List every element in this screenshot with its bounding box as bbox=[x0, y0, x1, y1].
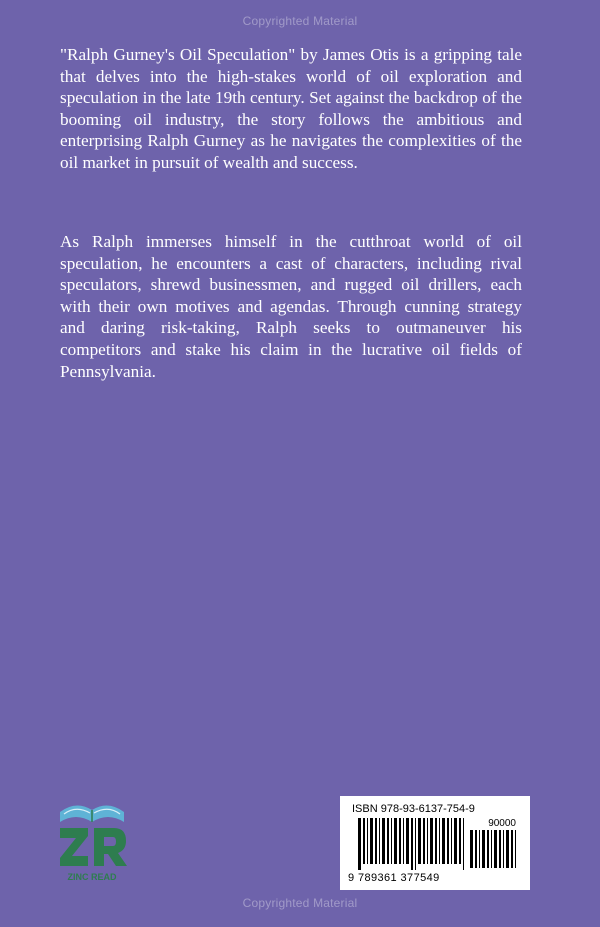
logo-publisher-name: ZINC READ bbox=[67, 872, 117, 882]
barcode-bar bbox=[415, 818, 416, 870]
copyright-watermark-top: Copyrighted Material bbox=[242, 14, 358, 28]
barcode-bar bbox=[358, 818, 361, 870]
barcode-bar bbox=[391, 818, 392, 864]
barcode-bar bbox=[367, 818, 368, 864]
barcode-bar bbox=[379, 818, 380, 864]
logo-letters bbox=[60, 828, 127, 866]
barcode-addon-bars bbox=[470, 830, 516, 874]
copyright-watermark-bottom: Copyrighted Material bbox=[242, 896, 358, 910]
barcode-bar bbox=[499, 830, 501, 868]
barcode-bar bbox=[427, 818, 428, 864]
barcode-bar bbox=[403, 818, 404, 864]
barcode-bar bbox=[479, 830, 480, 868]
barcode-digits: 9 789361 377549 bbox=[348, 872, 440, 884]
barcode-bar bbox=[511, 830, 513, 868]
barcode-bar bbox=[399, 818, 401, 864]
isbn-barcode bbox=[340, 796, 530, 890]
barcode-bar bbox=[454, 818, 457, 864]
barcode-bars bbox=[358, 818, 466, 870]
barcode-bar bbox=[475, 830, 477, 868]
open-book-icon bbox=[60, 805, 124, 822]
publisher-logo bbox=[54, 792, 130, 896]
barcode-bar bbox=[418, 818, 421, 864]
barcode-bar bbox=[463, 818, 464, 870]
barcode-bar bbox=[515, 830, 516, 868]
barcode-bar bbox=[470, 830, 473, 868]
barcode-bar bbox=[430, 818, 433, 864]
barcode-bar bbox=[435, 818, 437, 864]
barcode-bar bbox=[491, 830, 492, 868]
barcode-bar bbox=[411, 818, 413, 870]
barcode-bar bbox=[387, 818, 389, 864]
barcode-bar bbox=[442, 818, 445, 864]
barcode-bar bbox=[494, 830, 497, 868]
barcode-bar bbox=[506, 830, 509, 868]
barcode-bar bbox=[370, 818, 373, 864]
barcode-bar bbox=[482, 830, 485, 868]
barcode-bar bbox=[487, 830, 489, 868]
barcode-bar bbox=[423, 818, 425, 864]
barcode-bar bbox=[375, 818, 377, 864]
isbn-label: ISBN 978-93-6137-754-9 bbox=[352, 803, 475, 815]
blurb-paragraph-2: As Ralph immerses himself in the cutthroat world of oil speculation, he encounters a cast of characters, including rival speculators, shrewd businessmen, and rugged oil drillers, each with their own motives and agendas. Through cunning strategy and daring risk-taking, Ralph seeks to outmaneuver his competitors and stake his claim in the lucrative oil fields of Pennsylvania. bbox=[60, 232, 522, 381]
barcode-bar bbox=[394, 818, 397, 864]
barcode-bar bbox=[451, 818, 452, 864]
barcode-bar bbox=[459, 818, 461, 864]
barcode-bar bbox=[439, 818, 440, 864]
barcode-bar bbox=[503, 830, 504, 868]
blurb-paragraph-1: "Ralph Gurney's Oil Speculation" by James Otis is a gripping tale that delves into the high-stakes world of oil exploration and speculation in the late 19th century. Set against the backdrop of the booming oil industry, the story follows the ambitious and enterprising Ralph Gurney as he navigates the complexities of the oil market in pursuit of wealth and success. bbox=[60, 45, 522, 172]
price-code: 90000 bbox=[488, 818, 516, 829]
barcode-bar bbox=[363, 818, 365, 864]
barcode-bar bbox=[382, 818, 385, 864]
barcode-bar bbox=[447, 818, 449, 864]
barcode-bar bbox=[406, 818, 409, 864]
